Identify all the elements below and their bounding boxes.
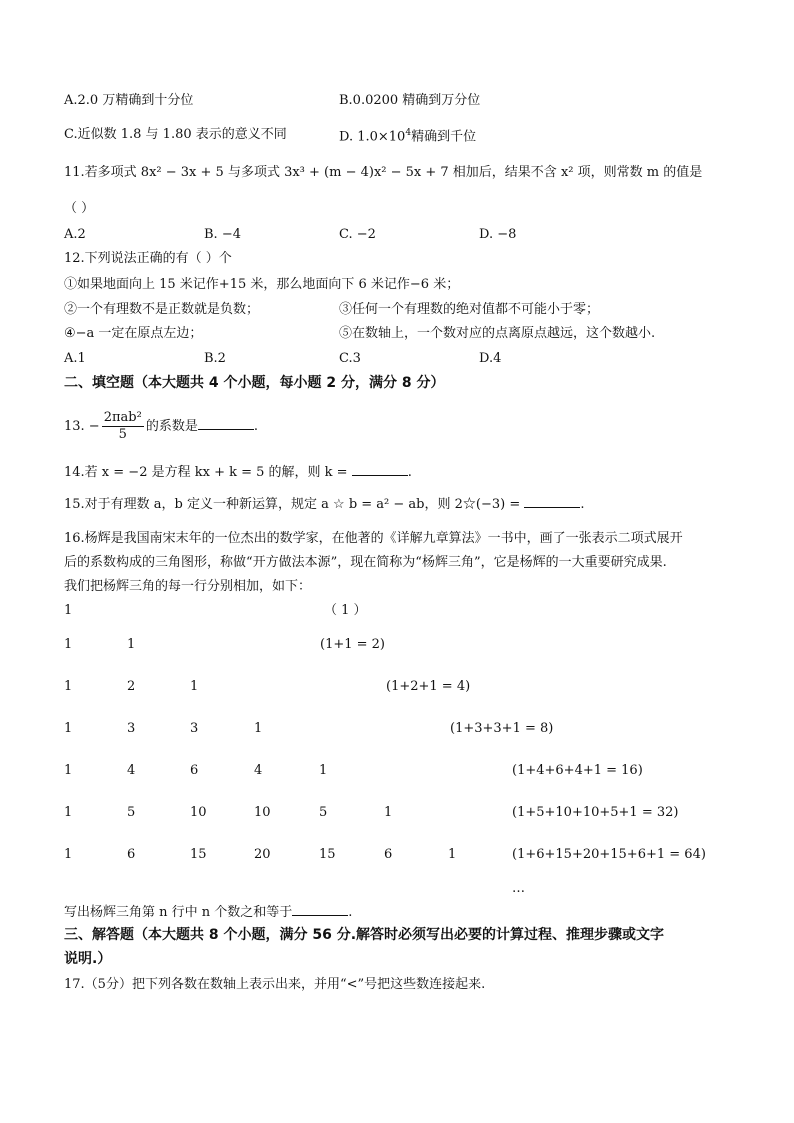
q11-option-d: D. −8 bbox=[479, 227, 517, 242]
q11-option-b: B. −4 bbox=[204, 227, 241, 242]
q16-line-2: 后的系数构成的三角图形，称做“开方做法本源”，现在简称为“杨辉三角”，它是杨辉的一大重要研究成果. bbox=[64, 555, 667, 570]
yanghui-row-sum: (1+6+15+20+15+6+1 = 64) bbox=[512, 847, 706, 862]
yanghui-cell: 1 bbox=[254, 721, 263, 736]
q10-option-b: B.0.0200 精确到万分位 bbox=[339, 93, 481, 108]
yanghui-cell: 1 bbox=[64, 637, 73, 652]
yanghui-cell: 1 bbox=[384, 805, 393, 820]
yanghui-cell: 6 bbox=[190, 763, 199, 778]
q10-option-d: D. $1.0\times 10^4$精确到千位 bbox=[339, 128, 477, 145]
q11-option-c: C. −2 bbox=[339, 227, 376, 242]
q14-text: 14.若 x = −2 是方程 kx + k = 5 的解，则 k = bbox=[64, 465, 348, 480]
q16-answer-blank[interactable] bbox=[292, 902, 348, 916]
yanghui-cell: 15 bbox=[190, 847, 207, 862]
q16-ellipsis: … bbox=[512, 881, 525, 896]
yanghui-cell: 1 bbox=[64, 679, 73, 694]
yanghui-cell: 1 bbox=[190, 679, 199, 694]
q13-answer-blank[interactable] bbox=[198, 416, 254, 430]
q10-option-c: C.近似数 1.8 与 1.80 表示的意义不同 bbox=[64, 127, 287, 142]
yanghui-row-sum: （ 1 ） bbox=[324, 603, 367, 618]
yanghui-cell: 3 bbox=[190, 721, 199, 736]
section-3-heading-line-2: 说明.） bbox=[64, 951, 112, 967]
yanghui-cell: 5 bbox=[319, 805, 328, 820]
yanghui-cell: 15 bbox=[319, 847, 336, 862]
q13-suffix: 的系数是 bbox=[145, 419, 198, 434]
q13: 13. − $\frac{\text{2πab²}}{5}$ 的系数是 . bbox=[64, 410, 258, 442]
q11-stem: 11.若多项式 8x² − 3x + 5 与多项式 3x³ + (m − 4)x² − 5x + 7 相加后，结果不含 x² 项，则常数 m 的值是 bbox=[64, 165, 703, 180]
yanghui-cell: 1 bbox=[64, 721, 73, 736]
q14-answer-blank[interactable] bbox=[352, 462, 408, 476]
yanghui-row-sum: (1+1 = 2) bbox=[320, 637, 386, 652]
yanghui-cell: 1 bbox=[64, 847, 73, 862]
q12-statement-2: ②一个有理数不是正数就是负数； bbox=[64, 302, 260, 317]
yanghui-row-sum: (1+2+1 = 4) bbox=[386, 679, 471, 694]
yanghui-cell: 1 bbox=[127, 637, 136, 652]
q14: 14.若 x = −2 是方程 kx + k = 5 的解，则 k = . bbox=[64, 462, 412, 482]
yanghui-cell: 2 bbox=[127, 679, 136, 694]
q12-stem: 12.下列说法正确的有（ ）个 bbox=[64, 251, 232, 266]
yanghui-cell: 6 bbox=[384, 847, 393, 862]
q16-line-1: 16.杨辉是我国南宋末年的一位杰出的数学家，在他著的《详解九章算法》一书中，画了一张表示二项式展开 bbox=[64, 531, 683, 546]
yanghui-row-sum: (1+3+3+1 = 8) bbox=[450, 721, 554, 736]
yanghui-row-sum: (1+4+6+4+1 = 16) bbox=[512, 763, 643, 778]
yanghui-row-sum: (1+5+10+10+5+1 = 32) bbox=[512, 805, 679, 820]
q11-option-a: A.2 bbox=[64, 227, 86, 242]
yanghui-cell: 6 bbox=[127, 847, 136, 862]
section-2-heading: 二、填空题（本大题共 4 个小题，每小题 2 分，满分 8 分） bbox=[64, 375, 445, 391]
q12-statement-4: ④−a 一定在原点左边； bbox=[64, 326, 203, 341]
q11-paren: （ ） bbox=[64, 201, 95, 216]
yanghui-cell: 10 bbox=[254, 805, 271, 820]
q12-option-c: C.3 bbox=[339, 351, 361, 366]
q16-question-text: 写出杨辉三角第 n 行中 n 个数之和等于 bbox=[64, 905, 293, 920]
yanghui-cell: 3 bbox=[127, 721, 136, 736]
q12-option-a: A.1 bbox=[64, 351, 86, 366]
q16-question: 写出杨辉三角第 n 行中 n 个数之和等于 . bbox=[64, 902, 352, 922]
q13-fraction: $\frac{\text{2πab²}}{5}$ bbox=[103, 410, 142, 442]
yanghui-cell: 1 bbox=[64, 603, 73, 618]
section-3-heading-line-1: 三、解答题（本大题共 8 个小题，满分 56 分.解答时必须写出必要的计算过程、推理步骤或文字 bbox=[64, 927, 665, 943]
q13-prefix: 13. − bbox=[64, 419, 100, 434]
yanghui-cell: 1 bbox=[64, 763, 73, 778]
q15-text: 15.对于有理数 a，b 定义一种新运算，规定 a ☆ b = a² − ab，则 2☆(−3) = bbox=[64, 497, 521, 512]
yanghui-cell: 1 bbox=[448, 847, 457, 862]
yanghui-cell: 10 bbox=[190, 805, 207, 820]
q12-option-d: D.4 bbox=[479, 351, 502, 366]
yanghui-cell: 5 bbox=[127, 805, 136, 820]
q12-option-b: B.2 bbox=[204, 351, 226, 366]
q17-text: 17.（5分）把下列各数在数轴上表示出来，并用“<”号把这些数连接起来. bbox=[64, 977, 486, 992]
q12-statement-5: ⑤在数轴上，一个数对应的点离原点越远，这个数越小. bbox=[339, 326, 656, 341]
q15-answer-blank[interactable] bbox=[524, 494, 580, 508]
yanghui-cell: 20 bbox=[254, 847, 271, 862]
yanghui-cell: 4 bbox=[127, 763, 136, 778]
yanghui-cell: 1 bbox=[319, 763, 328, 778]
q16-line-3: 我们把杨辉三角的每一行分别相加，如下： bbox=[64, 579, 312, 594]
q12-statement-1: ①如果地面向上 15 米记作+15 米，那么地面向下 6 米记作−6 米； bbox=[64, 277, 460, 292]
q10-option-a: A.2.0 万精确到十分位 bbox=[64, 93, 194, 108]
yanghui-cell: 4 bbox=[254, 763, 263, 778]
q12-statement-3: ③任何一个有理数的绝对值都不可能小于零； bbox=[339, 302, 600, 317]
yanghui-cell: 1 bbox=[64, 805, 73, 820]
q15: 15.对于有理数 a，b 定义一种新运算，规定 a ☆ b = a² − ab，则 2☆(−3) = . bbox=[64, 494, 585, 514]
